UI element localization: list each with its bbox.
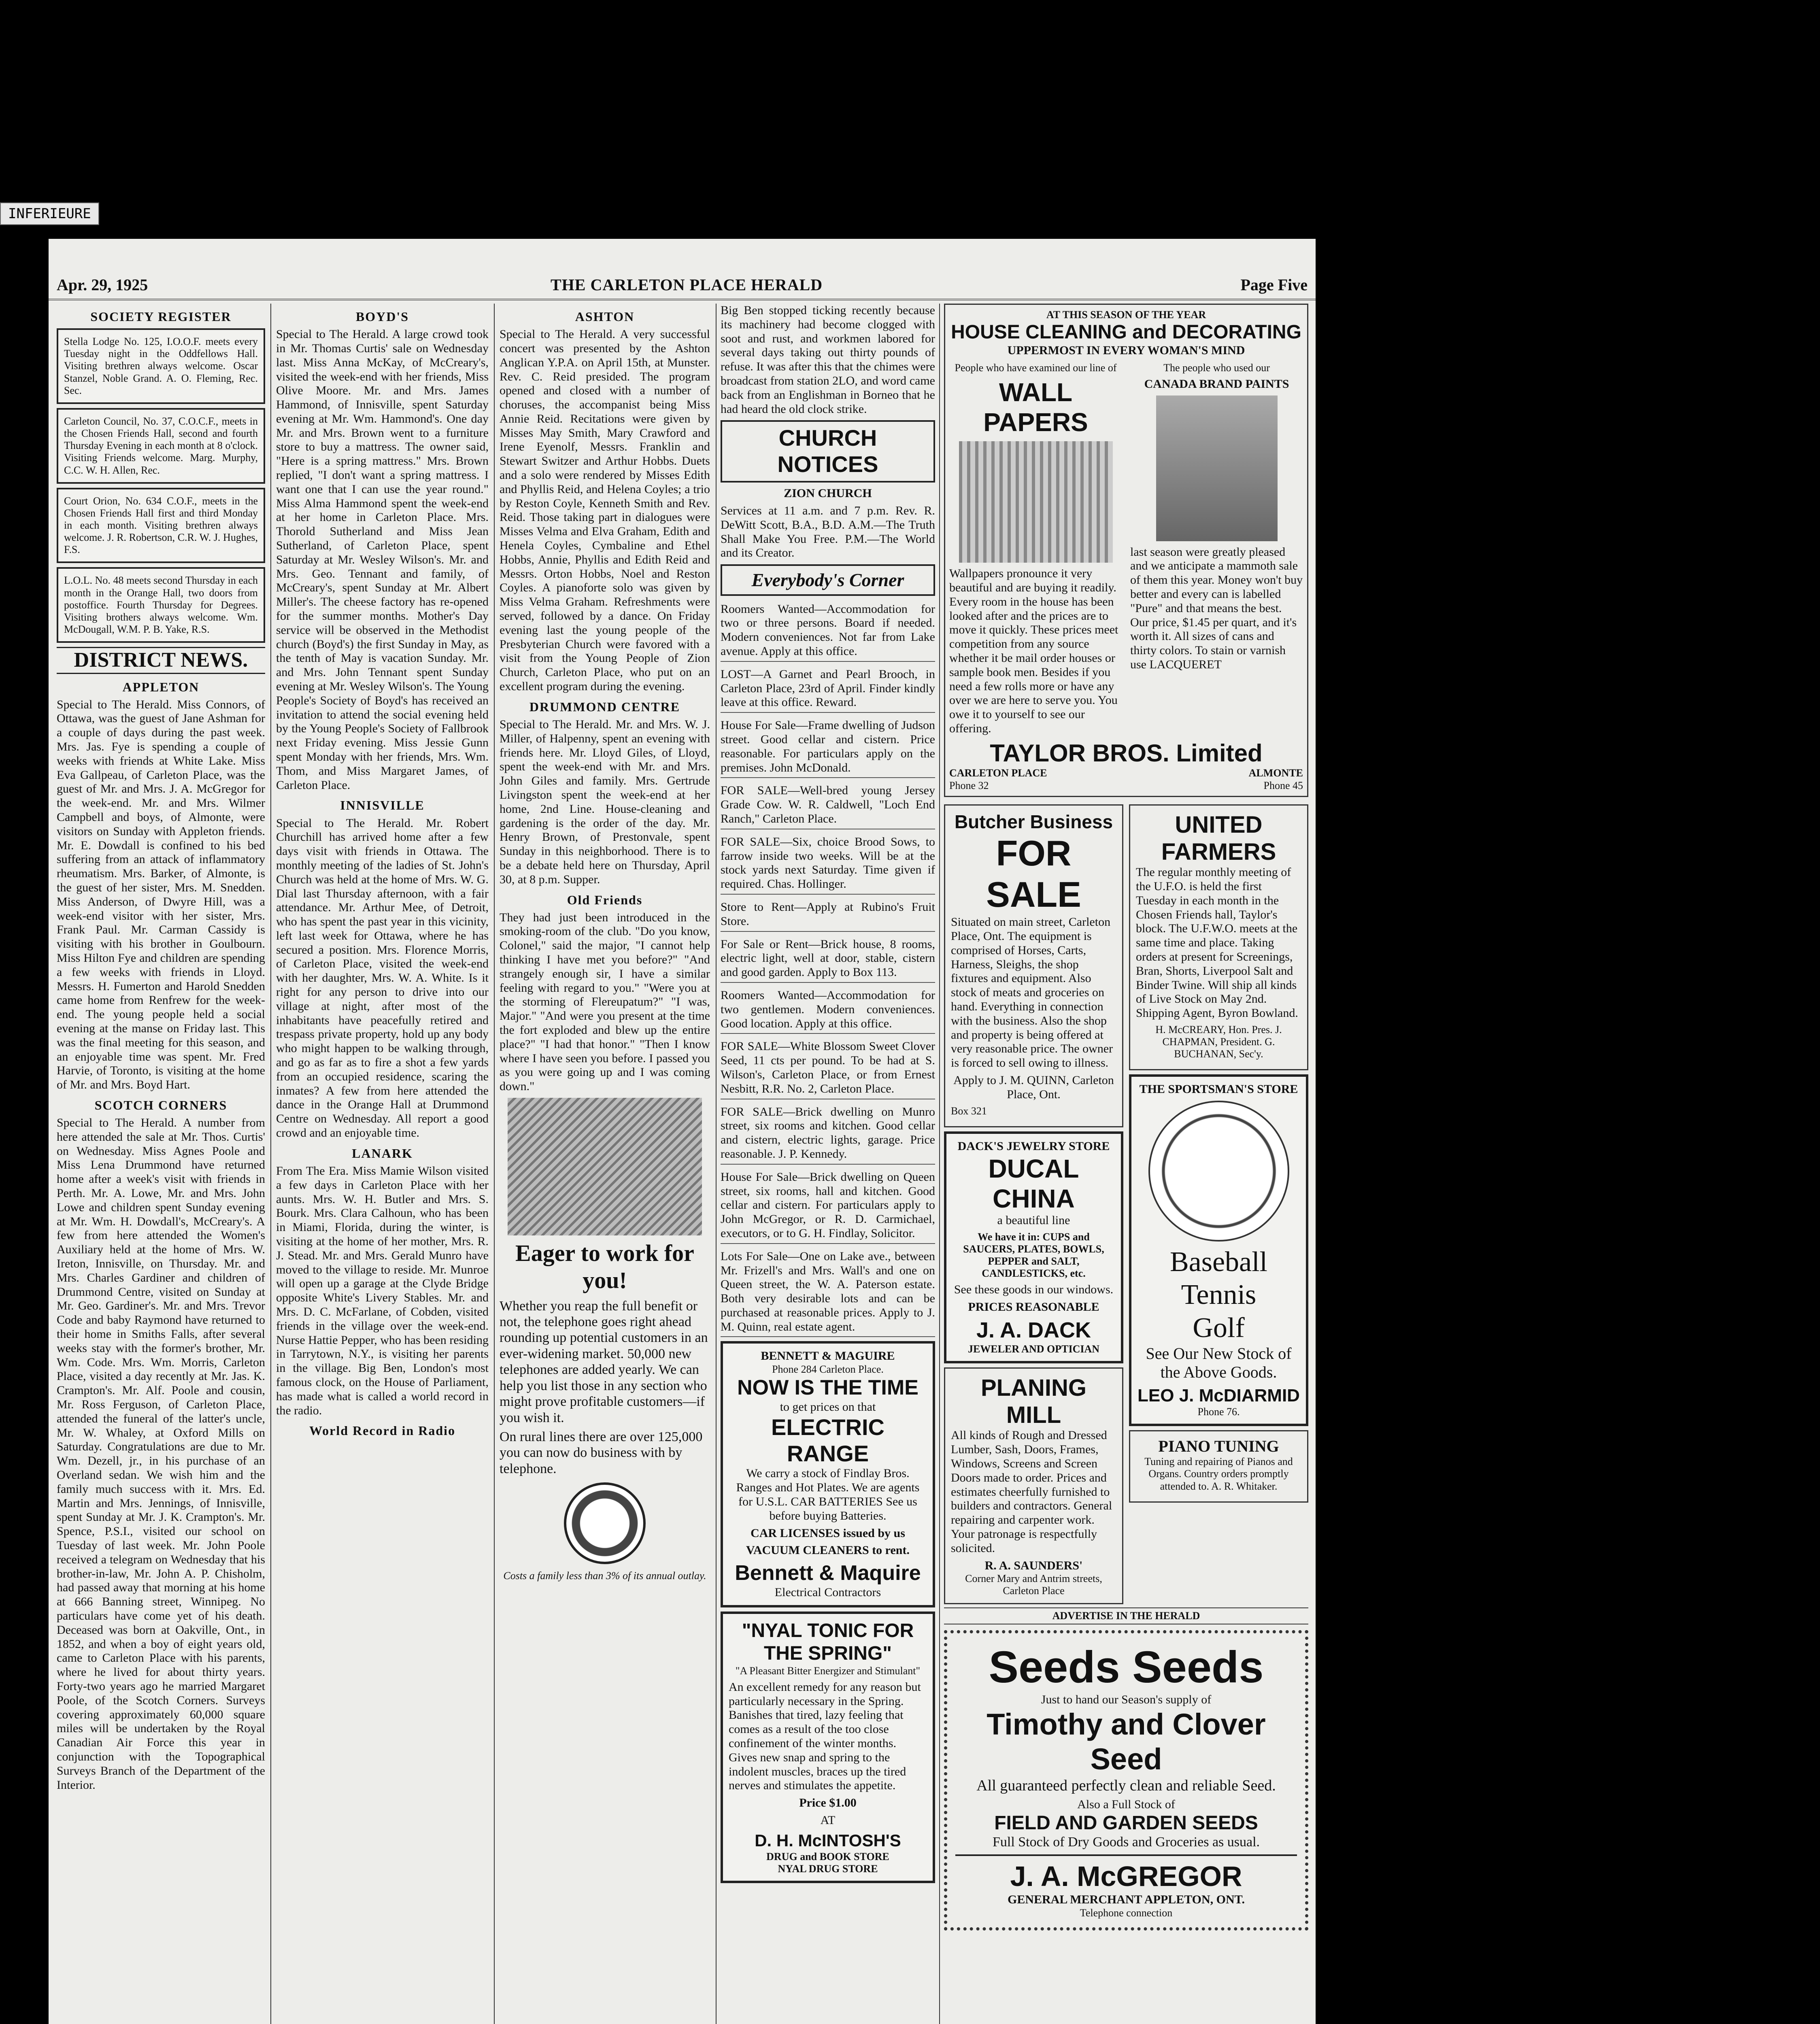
mcgregor-name: J. A. McGREGOR [955, 1854, 1297, 1893]
get-prices: to get prices on that [780, 1400, 876, 1414]
bm-sub: Electrical Contractors [774, 1585, 881, 1599]
dack-jewelry-ad [944, 1131, 1123, 1363]
classified-ad: House For Sale—Frame dwelling of Judson street. Good cellar and cistern. Price reasonable. For particulars apply on the premises. John McDonald. [721, 716, 935, 778]
classified-ad: Lots For Sale—One on Lake ave., between Mr. Frizell's and Mrs. Wall's and one on Queen street, the W. A. Paterson estate. Both very desirable lots and can be purchased at reasonable prices. Apply to J. M. Quinn, real estate agent. [721, 1247, 935, 1337]
electric-range: ELECTRIC RANGE [771, 1414, 884, 1466]
classified-ad: Store to Rent—Apply at Rubino's Fruit Store. [721, 898, 935, 932]
drummond-centre-news: Special to The Herald. Mr. and Mrs. W. J. Miller, of Halpenny, spent an evening with friends here. Mr. Lloyd Giles, of Lloyd, spent the week-end with Mr. and Mrs. John Giles and family. Mrs. Gertrude Livingston spent the week-end at her home, 2nd Line. House-cleaning and gardening is the order of the day. Mr. Henry Brown, of Prestonvale, spent Sunday in this neighborhood. There is to be a debate held here on Thursday, April 30, at 8 p.m. Supper. [500, 717, 710, 886]
classified-ad: Roomers Wanted—Accommodation for two gentlemen. Modern conveniences. Good location. Apply at this office. [721, 986, 935, 1034]
nyal-price: Price $1.00 [799, 1796, 857, 1810]
header-rule [49, 299, 1316, 300]
lanark-news: From The Era. Miss Mamie Wilson visited a few days in Carleton Place with her aunts. Mrs. W. H. Butler and Mrs. S. Bourk. Mrs. Clara Calhoun, who has been in Miami, Florida, during the winter, is visiting at the home of her mother, Mrs. R. J. Stead. Mr. and Mrs. Gerald Munro have moved to the village to reside. Mr. Munroe will open up a garage at the Clyde Bridge opposite White's Livery Stables. Mr. and Mrs. D. C. McFarlane, of Cobden, visited friends in the village over the week-end. Nurse Hattie Pepper, who has been residing in Tarrytown, N.Y., is visiting her parents in the village. Big Ben, London's most famous clock, on the House of Parliament, has made what is called a world record in the radio. [276, 1164, 489, 1417]
ducal-prices: PRICES REASONABLE [968, 1300, 1099, 1314]
everybodys-corner-title: Everybody's Corner [721, 564, 935, 595]
taylor-bros-ad [944, 304, 1308, 797]
big-ben-story: Big Ben stopped ticking recently because its machinery had become clogged with soot and rust, and workmen labored for several days taking out thirty pounds of refuse. It was after this that the chimes were broadcast from station 2LO, and word came back from an Englishman in Borneo that he had heard the old clock strike. [721, 304, 935, 416]
column-1 [57, 304, 265, 2024]
house-cleaning-title: HOUSE CLEANING and DECORATING [951, 321, 1301, 343]
now-is-the-time: NOW IS THE TIME [737, 1376, 919, 1400]
column-2 [276, 304, 489, 2024]
classified-ad: LOST—A Garnet and Pearl Brooch, in Carleton Place, 23rd of April. Finder kindly leave at this office. Reward. [721, 665, 935, 713]
dack-name: J. A. DACK [976, 1318, 1091, 1343]
column-divider [939, 304, 940, 2024]
zion-church: ZION CHURCH [784, 487, 872, 500]
page-number: Page Five [1240, 276, 1308, 294]
nyal-body: An excellent remedy for any reason but particularly necessary in the Spring. Banishes that tired, lazy feeling that comes as a result of the too close confinement of the winter months. Gives new snap and spring to the indolent muscles, braces up the tired nerves and stimulates the appetite. [729, 1680, 921, 1792]
nyal-title: "NYAL TONIC FOR THE SPRING" [742, 1620, 914, 1665]
bm-body: We carry a stock of Findlay Bros. Ranges and Hot Plates. We are agents for U.S.L. CAR BATTERIES See us before buying Batteries. [736, 1467, 920, 1522]
bell-logo-icon [564, 1482, 646, 1564]
seeds-hand: Just to hand our Season's supply of [1041, 1693, 1212, 1707]
appleton-title: APPLETON [122, 679, 200, 694]
taylor-al-phone: Phone 45 [1263, 779, 1303, 791]
ducal-see: See these goods in our windows. [954, 1283, 1114, 1297]
old-friends-title: Old Friends [567, 892, 643, 907]
ducal-items: We have it in: CUPS and SAUCERS, PLATES, BOWLS, PEPPER and SALT, CANDLESTICKS, etc. [963, 1231, 1104, 1280]
nyal-at: AT [820, 1814, 836, 1827]
full-stock-dry-goods: Full Stock of Dry Goods and Groceries as usual. [992, 1835, 1260, 1850]
old-friends-story: They had just been introduced in the smoking-room of the club. "Do you know, Colonel," said the major, "I cannot help thinking I have met you before?" "And strangely enough sir, I have a similar feeling with regard to you." "Were you at the storming of Flereupatum?" "I was, Major." "And were you present at the time the fort exploded and blew up the entire place?" "I had that honor." "Then I know where I have seen you before. I passed you as you were going up and I was coming down." [500, 910, 710, 1093]
classified-ad: FOR SALE—Well-bred young Jersey Grade Cow. W. R. Caldwell, "Loch End Ranch," Carleton Place. [721, 781, 935, 829]
see-new-stock: See Our New Stock of the Above Goods. [1146, 1344, 1292, 1382]
radio-record-title: World Record in Radio [309, 1423, 456, 1438]
butcher-body: Situated on main street, Carleton Place, Ont. The equipment is comprised of Horses, Carts, Harness, Sleighs, the shop fixtures and equipment. Also stock of meats and groceries on hand. Everything in connection with the business. Also the shop and property is being offered at very reasonable price. The owner is forced to sell owing to illness. [951, 915, 1113, 1070]
innisville-news: Special to The Herald. Mr. Robert Churchill has arrived home after a few days visit with friends in Ottawa. The monthly meeting of the ladies of St. John's Church was held at the home of Mrs. W. G. Dial last Thursday afternoon, with a fair attendance. Mr. Arthur Mee, of Detroit, who has spent the past year in this vicinity, left last week for Ottawa, where he has secured a position. Mrs. Florence Morris, of Carleton Place, visited the week-end with her daughter, Mrs. W. A. White. Is it right for any person to drive into our village at night, after most of the inhabitants have peacefully retired and trespass private property, hold up any body who might happen to be walking through, and go as far as to fire a shot a few yards from an occupied residence, scaring the inmates? A few from here attended the dance in the Orange Hall at Drummond Centre on Wednesday. All report a good crowd and an enjoyable time. [276, 816, 489, 1140]
classified-ad: FOR SALE—Six, choice Brood Sows, to farrow inside two weeks. Will be at the stock yards next Saturday. Time given if required. Chas. Hollinger. [721, 833, 935, 895]
taylor-bros-name: TAYLOR BROS. Limited [990, 739, 1263, 767]
also-full-stock: Also a Full Stock of [1077, 1797, 1175, 1811]
season-line: AT THIS SEASON OF THE YEAR [1046, 309, 1206, 321]
bennett-maguire-ad [721, 1341, 935, 1607]
guaranteed-seed: All guaranteed perfectly clean and reliable Seed. [976, 1777, 1276, 1794]
rural-lines: On rural lines there are over 125,000 you can now do business with by telephone. [500, 1429, 703, 1476]
society-register-title: SOCIETY REGISTER [90, 309, 232, 324]
taylor-cp-phone: Phone 32 [949, 779, 989, 791]
golf-label: Golf [1193, 1312, 1245, 1344]
newspaper-page [49, 239, 1316, 2024]
sportsman-header: THE SPORTSMAN'S STORE [1139, 1082, 1298, 1096]
planing-mill-ad [944, 1367, 1123, 1604]
nyal-sub: "A Pleasant Bitter Energizer and Stimulant" [735, 1665, 921, 1677]
wallpaper-section [949, 362, 1122, 739]
wallpaper-body: Wallpapers pronounce it very beautiful and are buying it readily. Every room in the house has been looked after and the prices are to move it quickly. These prices meet competition from any source whether it be mail order houses or sample book men. Besides if you need a few rolls more or have any over we are here to serve you. You owe it to yourself to see our offering. [949, 567, 1118, 736]
lodge-notice: Court Orion, No. 634 C.O.F., meets in the Chosen Friends Hall first and third Monday in each month. Visiting brethren always welcome. J. R. Robertson, C.R. W. J. Hughes, F.S. [57, 488, 265, 563]
painter-illustration [1156, 395, 1278, 541]
timothy-clover: Timothy and Clover Seed [987, 1707, 1266, 1776]
nyal-store: D. H. McINTOSH'S [755, 1831, 901, 1850]
page-header [49, 239, 1316, 300]
for-sale: FOR SALE [986, 833, 1081, 915]
nyal-store-2: DRUG and BOOK STORE [766, 1850, 889, 1862]
sportsmans-store-ad [1129, 1074, 1308, 1426]
field-garden-seeds: FIELD AND GARDEN SEEDS [994, 1812, 1258, 1834]
nyal-tonic-ad [721, 1612, 935, 1883]
vacuum-cleaners: VACUUM CLEANERS to rent. [746, 1544, 910, 1557]
seeds-title: Seeds Seeds [989, 1642, 1264, 1692]
scotch-corners-news: Special to The Herald. A number from here attended the sale at Mr. Thos. Curtis' on Wednesday. Miss Agnes Poole and Miss Lena Drummond have returned home after a week's visit with friends in Perth. Mr. A. Lowe, Mr. and Mrs. John Lowe and children spent Sunday evening at Mr. Wm. H. Dowdall's, McCreary's. A few from here attended the Women's Auxiliary held at the home of Mrs. W. Ireton, Innisville, on Thursday. Mr. and Mrs. Charles Gardiner and children of Drummond Centre, visited on Sunday at Mr. Geo. Gardiner's. Mr. and Mrs. Trevor Code and baby Raymond have returned to their home in Smiths Falls, after several weeks stay with the former's brother, Mr. Wm. Code. Mrs. Wm. Morris, Carleton Place, visited a day recently at Mr. Jas. K. Crampton's. Mr. Alf. Poole and cousin, Mr. Ross Ferguson, of Carleton Place, attended the funeral of the latter's uncle, Mr. W. Whaley, at Oxford Mills on Saturday. Congratulations are due to Mr. Wm. Dezell, jr., in his purchase of an Overland sedan. We wish him and the family much success with it. Mrs. Ed. Martin and Mrs. Jennings, of Innisville, spent Sunday at Mr. J. K. Crampton's. Mr. Spence, P.S.I., visited our school on Tuesday of last week. Mr. John Poole received a telegram on Wednesday that his brother-in-law, Mr. John A. P. Chisholm, had passed away that morning at his home at 666 Banning street, Winnipeg. No particulars have come yet of his death. Deceased was born at Oakville, Ont., in 1852, and when a boy of eight years old, came to Carleton Place with his parents, where he lived for about thirty years. Forty-two years ago he married Margaret Poole, of the Scotch Corners. Surveys covering approximately 60,000 square miles will be undertaken by the Royal Canadian Air Force this year in conjunction with the Topographical Surveys Branch of the Department of the Interior. [57, 1116, 265, 1792]
wall-papers-title: WALL PAPERS [983, 377, 1088, 437]
uf-body: The regular monthly meeting of the U.F.O. is held the first Tuesday in each month in the Chosen Friends hall, Taylor's block. The U.F.W.O. meets at the same time and place. Taking orders at present for Screenings, Bran, Shorts, Liverpool Salt and Binder Twine. Will ship all kinds of Live Stock on May 2nd. Shipping Agent, Byron Bowland. [1136, 865, 1298, 1020]
butcher-box: Box 321 [951, 1105, 987, 1117]
innisville-title: INNISVILLE [340, 798, 425, 813]
baseball-label: Baseball [1169, 1246, 1268, 1278]
people-examined: People who have examined our line of [955, 361, 1117, 374]
classified-ad: FOR SALE—White Blossom Sweet Clover Seed, 11 cts per pound. To be had at S. Wilson's, Carleton Place, or from Ernest Nesbitt, R.R. No. 2, Carleton Place. [721, 1037, 935, 1099]
piano-title: PIANO TUNING [1158, 1437, 1279, 1455]
boyds-news: Special to The Herald. A large crowd took in Mr. Thomas Curtis' sale on Wednesday last. Miss Anna McKay, of McCreary's, visited the week-end with her friends, Miss Olive Moore. Mr. and Mrs. James Hammond, of Innisville, spent Saturday evening at Mr. Wm. Hammond's. One day Mr. and Mrs. Brown went to a furniture store to buy a mattress. The owner said, "Here is a spring mattress." Mrs. Brown replied, "I don't want a spring mattress. I want one that I can use the year round." Miss Alma Hammond spent the week-end at her home in Carleton Place. Mrs. Thorold Sutherland and Miss Jean Sutherland, of Carleton Place, spent Saturday at Mr. Wesley Wilson's. Mr. and Mrs. Geo. Tennant and family, of McCreary's, spent Sunday at Mr. Albert Miller's. The cheese factory has re-opened for the summer months. Mother's Day service will be observed in the Methodist church (Boyd's) the first Sunday in May, as the tenth of May is vacation Sunday. Mr. and Mrs. John Tennant spent Sunday evening at Mr. Wesley Wilson's. The Young People's Society of Boyd's has received an invitation to attend the social evening held by the Young People's Society of Fallbrook next Friday evening. Miss Jessie Gunn spent Monday with her friends, Mrs. Wm. Thom, and Miss Margaret James, of Carleton Place. [276, 327, 489, 792]
church-notices-title: CHURCH NOTICES [721, 420, 935, 483]
district-news-title: DISTRICT NEWS. [57, 647, 265, 674]
paint-section [1130, 362, 1303, 739]
advertise-banner: ADVERTISE IN THE HERALD [944, 1607, 1308, 1624]
column-divider [270, 304, 271, 2024]
car-licenses: CAR LICENSES issued by us [751, 1526, 905, 1540]
bm-phone: Phone 284 Carleton Place. [772, 1363, 884, 1376]
piano-tuning-ad [1129, 1430, 1308, 1503]
taylor-carleton-place: CARLETON PLACE [949, 767, 1047, 779]
ducal-china: DUCAL CHINA [988, 1154, 1079, 1213]
lodge-notice: Carleton Council, No. 37, C.O.C.F., meets in the Chosen Friends Hall, second and fourth Thursday Evening in each month at 8 o'clock. Visiting Friends welcome. Marg. Murphy, C.C. W. H. Allen, Rec. [57, 408, 265, 484]
masthead: THE CARLETON PLACE HERALD [551, 276, 823, 294]
lodge-notice: L.O.L. No. 48 meets second Thursday in each month in the Orange Hall, two doors from postoffice. Fourth Thursday for Degrees. Visiting brothers always welcome. Wm. McDougall, W.M. P. B. Yake, R.S. [57, 567, 265, 643]
paint-body: last season were greatly pleased and we anticipate a mammoth sale of them this year. Money won't buy better and every can is labelled "Pure" and that means the best. Our price, $1.45 per quart, and it's worth it. All sizes of cans and thirty colors. To stain or varnish use LACQUERET [1130, 545, 1303, 671]
eager-title: Eager to work for you! [515, 1239, 694, 1294]
bm-name: Bennett & Maquire [735, 1561, 921, 1585]
classified-ad: Roomers Wanted—Accommodation for two or three persons. Board if needed. Modern conveniences. Not far from Lake avenue. Apply at this office. [721, 600, 935, 662]
right-ad-area [944, 304, 1308, 2024]
piano-body: Tuning and repairing of Pianos and Organs. Country orders promptly attended to. A. R. Whitaker. [1144, 1456, 1293, 1492]
edge-tab-label: INFERIEURE [0, 202, 99, 225]
saunders-name: R. A. SAUNDERS' [984, 1558, 1083, 1572]
leo-name: LEO J. McDIARMID [1138, 1385, 1300, 1405]
baseball-icon [1148, 1101, 1289, 1242]
canada-paints: CANADA BRAND PAINTS [1144, 377, 1289, 391]
issue-date: Apr. 29, 1925 [57, 276, 148, 294]
butcher-apply: Apply to J. M. QUINN, Carleton Place, Ont. [953, 1074, 1114, 1101]
united-farmers-ad [1129, 804, 1308, 1071]
uf-officers: H. McCREARY, Hon. Pres. J. CHAPMAN, President. G. BUCHANAN, Sec'y. [1155, 1024, 1282, 1060]
butcher-ad [944, 804, 1123, 1127]
eager-body: Whether you reap the full benefit or not, the telephone goes right ahead rounding up potential customers in an ever-widening market. 50,000 new telephones are added yearly. We can help you list those in any section who might prove profitable customers—if you wish it. [500, 1298, 708, 1425]
ducal-line: a beautiful line [997, 1214, 1070, 1227]
telephone-ad [500, 1239, 710, 1582]
column-divider [716, 304, 717, 2024]
taylor-almonte: ALMONTE [1248, 767, 1303, 779]
column-4 [721, 304, 935, 2024]
ashton-news: Special to The Herald. A very successful concert was presented by the Ashton Anglican Y.P.A. on April 15th, at Munster. Rev. C. Reid presided. The program opened and closed with a number of choruses, the accompanist being Miss Annie Reid. Recitations were given by Misses May Smith, Mary Crawford and Irene Eyenolf, Messrs. Franklin and Stewart Switzer and Arthur Hobbs. Duets and a solo were rendered by Misses Edith and Phyllis Reid, and Helena Coyles; a trio by Reston Coyle, Kenneth Smith and Rev. Reid. Those taking part in dialogues were Misses Velma and Elva Graham, Edith and Henela Coyles, Cymbaline and Ethel Hobbs, Annie, Phyllis and Edith Reid and Messrs. Orton Hobbs, Noel and Reston Coyles. A pianoforte solo was given by Miss Velma Graham. Refreshments were served, followed by a dance. On Friday evening last the young people of the Presbyterian Church were favored with a visit from the Young People of Zion Church, Carleton Place, who put on an excellent program during the evening. [500, 327, 710, 693]
lodge-notice: Stella Lodge No. 125, I.O.O.F. meets every Tuesday night in the Oddfellows Hall. Visiting brethren always welcome. Oscar Stanzel, Noble Grand. A. O. Fleming, Rec. Sec. [57, 328, 265, 404]
right-subcol-a [944, 801, 1123, 1607]
paints-intro: The people who used our [1163, 361, 1270, 374]
bell-caption: Costs a family less than 3% of its annual outlay. [503, 1570, 706, 1582]
appleton-news: Special to The Herald. Miss Connors, of Ottawa, was the guest of Jane Ashman for a couple of days during the past week. Mrs. Jas. Fye is spending a couple of weeks with friends at White Lake. Miss Eva Gallpeau, of Carleton Place, was the guest of Mr. and Mrs. J. A. McGregor for the week-end. Mr. and Mrs. Wilmer Campbell and boys, of Almonte, were visitors on Sunday with Appleton friends. Mr. E. Dowdall is confined to his bed suffering from an attack of inflammatory rheumatism. Mrs. Barker, of Almonte, is the guest of her sister, Mrs. M. Snedden. Miss Anderson, of Dwyre Hill, was a week-end visitor with her sister, Mrs. Frank Paul. Mr. Carman Cassidy is visiting with his brother in Goulbourn. Miss Hilton Fye and children are spending a few weeks with friends in Lloyd. Messrs. H. Fumerton and Harold Snedden came home from Renfrew for the week-end. The young people held a social evening at the manse on Friday last. This was the final meeting for this season, and an enjoyable time was spent. Mr. Fred Harvie, of Toronto, is visiting at the home of Mr. and Mrs. Boyd Hart. [57, 697, 265, 1092]
boyds-title: BOYD'S [355, 309, 409, 324]
bm-header: BENNETT & MAGUIRE [761, 1349, 895, 1363]
planing-mill-title: PLANING MILL [981, 1374, 1086, 1429]
uppermost-line: UPPERMOST IN EVERY WOMAN'S MIND [1007, 343, 1245, 357]
planing-body: All kinds of Rough and Dressed Lumber, Sash, Doors, Frames, Windows, Screens and Screen Doors made to order. Prices and estimates cheerfully furnished to builders and contractors. General repairing and carpenter work. Your patronage is respectfully solicited. [951, 1429, 1112, 1555]
classified-ad: FOR SALE—Brick dwelling on Munro street, six rooms and kitchen. Good cellar and cistern, electric lights, garage. Price reasonable. J. P. Kennedy. [721, 1103, 935, 1165]
butcher-title: Butcher Business [954, 811, 1113, 832]
column-divider [494, 304, 495, 2024]
united-farmers-title: UNITED FARMERS [1161, 811, 1276, 865]
scotch-corners-title: SCOTCH CORNERS [94, 1097, 228, 1112]
lanark-title: LANARK [352, 1146, 413, 1161]
dack-sub: JEWELER AND OPTICIAN [967, 1343, 1100, 1355]
mcgregor-tel: Telephone connection [1080, 1907, 1173, 1919]
wallpaper-illustration [959, 441, 1113, 563]
classified-ad: For Sale or Rent—Brick house, 8 rooms, electric light, well at door, stable, cistern and good garden. Apply to Box 113. [721, 935, 935, 983]
right-subcol-b [1129, 801, 1308, 1607]
mcgregor-seeds-ad [944, 1630, 1308, 1930]
classified-ad: House For Sale—Brick dwelling on Queen street, six rooms, hall and kitchen. Good cellar and cistern. For particulars apply to John McGregor, or R. D. Carmichael, executors, or to G. H. Findlay, Solicitor. [721, 1168, 935, 1244]
saunders-address: Corner Mary and Antrim streets, Carleton Place [965, 1573, 1102, 1597]
dack-header: DACK'S JEWELRY STORE [957, 1139, 1110, 1153]
mcgregor-sub: GENERAL MERCHANT APPLETON, ONT. [1008, 1893, 1245, 1906]
telephone-ad-illustration [508, 1098, 702, 1235]
leo-phone: Phone 76. [1197, 1405, 1240, 1418]
nyal-store-3: NYAL DRUG STORE [778, 1862, 878, 1875]
tennis-label: Tennis [1181, 1279, 1257, 1311]
drummond-centre-title: DRUMMOND CENTRE [529, 699, 680, 714]
column-3 [500, 304, 710, 2024]
church-services: Services at 11 a.m. and 7 p.m. Rev. R. DeWitt Scott, B.A., B.D. A.M.—The Truth Shall Make You Free. P.M.—The World and its Creator. [721, 504, 935, 560]
ashton-title: ASHTON [575, 309, 635, 324]
